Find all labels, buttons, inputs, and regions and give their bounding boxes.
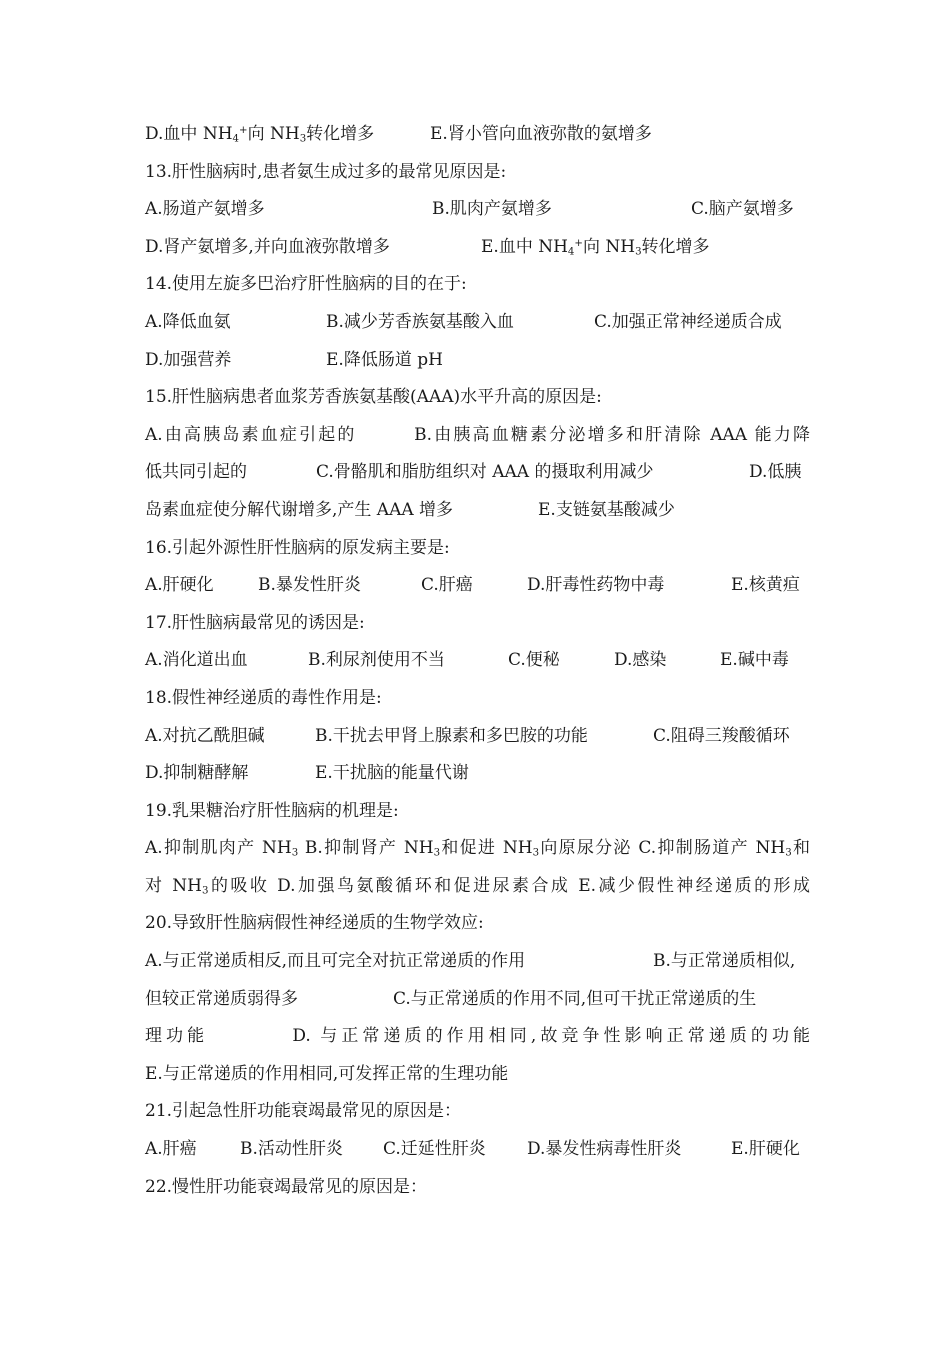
text-segment: 14.使用左旋多巴治疗肝性脑病的目的在于: bbox=[145, 274, 467, 295]
text-segment: A.降低血氨 bbox=[145, 311, 231, 332]
text-segment: B.减少芳香族氨基酸入血 bbox=[326, 311, 514, 332]
text-line bbox=[145, 680, 810, 718]
text-line bbox=[145, 981, 810, 1019]
text-segment: B.干扰去甲肾上腺素和多巴胺的功能 bbox=[315, 725, 588, 746]
text-line bbox=[145, 229, 810, 267]
text-line bbox=[145, 1169, 810, 1207]
text-segment: A.对抗乙酰胆碱 bbox=[145, 725, 265, 746]
text-line bbox=[145, 266, 810, 304]
text-segment: 对 $NH_3$的吸收 D.加强鸟氨酸循环和促进尿素合成 E.减少假性神经递质的形成 bbox=[145, 875, 810, 897]
text-segment: E.碱中毒 bbox=[720, 650, 789, 671]
text-segment: 13.肝性脑病时,患者氨生成过多的最常见原因是: bbox=[145, 161, 507, 182]
text-segment: C.阻碍三羧酸循环 bbox=[653, 725, 790, 746]
text-segment: D.血中 $NH_4^+$向 $NH_3$转化增多 bbox=[145, 124, 375, 145]
text-segment: E.血中 $NH_4^+$向 $NH_3$转化增多 bbox=[481, 236, 710, 258]
text-line bbox=[145, 1018, 810, 1056]
text-segment: E.肝硬化 bbox=[731, 1139, 800, 1160]
text-segment: 16.引起外源性肝性脑病的原发病主要是: bbox=[145, 537, 450, 558]
text-segment: D.肾产氨增多,并向血液弥散增多 bbox=[145, 236, 390, 257]
text-segment: D.肝毒性药物中毒 bbox=[527, 575, 665, 596]
text-segment: C.便秘 bbox=[508, 650, 560, 671]
text-segment: C.与正常递质的作用不同,但可干扰正常递质的生 bbox=[393, 988, 757, 1009]
text-segment: A.由高胰岛素血症引起的 B.由胰高血糖素分泌增多和肝清除 AAA 能力降 bbox=[145, 424, 810, 445]
text-segment: 21.引起急性肝功能衰竭最常见的原因是： bbox=[145, 1101, 462, 1122]
text-line bbox=[145, 642, 810, 680]
text-line bbox=[145, 116, 810, 154]
text-segment: A.与正常递质相反,而且可完全对抗正常递质的作用 bbox=[145, 951, 526, 972]
text-segment: B.暴发性肝炎 bbox=[258, 575, 361, 596]
text-line bbox=[145, 492, 810, 530]
text-line bbox=[145, 417, 810, 455]
text-line bbox=[145, 905, 810, 943]
text-line bbox=[145, 830, 810, 868]
text-segment: 22.慢性肝功能衰竭最常见的原因是： bbox=[145, 1176, 428, 1197]
text-line bbox=[145, 1056, 810, 1094]
text-line bbox=[145, 943, 810, 981]
text-segment: 17.肝性脑病最常见的诱因是: bbox=[145, 612, 365, 633]
text-segment: A.消化道出血 bbox=[145, 650, 248, 671]
text-line bbox=[145, 868, 810, 906]
text-segment: B.肌肉产氨增多 bbox=[432, 199, 552, 220]
text-segment: D.暴发性病毒性肝炎 bbox=[527, 1139, 682, 1160]
text-line bbox=[145, 793, 810, 831]
text-line bbox=[145, 530, 810, 568]
text-line bbox=[145, 379, 810, 417]
text-line bbox=[145, 191, 810, 229]
text-line bbox=[145, 342, 810, 380]
text-segment: 理功能 D. 与正常递质的作用相同,故竞争性影响正常递质的功能 bbox=[145, 1026, 810, 1047]
text-segment: E.降低肠道 pH bbox=[326, 349, 443, 370]
text-segment: D.抑制糖酵解 bbox=[145, 763, 249, 784]
text-segment: A.抑制肌肉产 $NH_3$ B.抑制肾产 $NH_3$和促进 $NH_3$向原尿分泌 C.抑制肠道产 $NH_3$和 bbox=[145, 838, 811, 859]
text-line bbox=[145, 1093, 810, 1131]
text-segment: 19.乳果糖治疗肝性脑病的机理是: bbox=[145, 800, 399, 821]
text-segment: E.干扰脑的能量代谢 bbox=[315, 763, 469, 784]
text-segment: C.肝癌 bbox=[421, 575, 473, 596]
text-segment: B.与正常递质相似, bbox=[653, 951, 796, 972]
text-segment: A.肝硬化 bbox=[145, 575, 214, 596]
text-segment: C.加强正常神经递质合成 bbox=[594, 311, 782, 332]
text-segment: 低共同引起的 bbox=[145, 462, 247, 483]
text-segment: 20.导致肝性脑病假性神经递质的生物学效应: bbox=[145, 913, 484, 934]
text-line bbox=[145, 605, 810, 643]
text-segment: 但较正常递质弱得多 bbox=[145, 988, 298, 1009]
text-line bbox=[145, 154, 810, 192]
text-line bbox=[145, 304, 810, 342]
text-segment: E.核黄疸 bbox=[731, 575, 800, 596]
text-segment: A.肠道产氨增多 bbox=[145, 199, 265, 220]
text-line bbox=[145, 755, 810, 793]
text-segment: D.感染 bbox=[614, 650, 667, 671]
text-segment: C.迁延性肝炎 bbox=[383, 1139, 486, 1160]
text-line bbox=[145, 718, 810, 756]
text-segment: 18.假性神经递质的毒性作用是: bbox=[145, 687, 382, 708]
text-line bbox=[145, 1131, 810, 1169]
text-segment: B.利尿剂使用不当 bbox=[308, 650, 445, 671]
question-text-body bbox=[145, 116, 810, 1206]
text-line bbox=[145, 567, 810, 605]
text-segment: D.加强营养 bbox=[145, 349, 232, 370]
text-segment: E.支链氨基酸减少 bbox=[538, 499, 675, 520]
text-segment: C.骨骼肌和脂肪组织对 AAA 的摄取利用减少 bbox=[316, 462, 654, 483]
text-line bbox=[145, 454, 810, 492]
text-segment: E.肾小管向血液弥散的氨增多 bbox=[430, 124, 652, 144]
text-segment: C.脑产氨增多 bbox=[691, 199, 794, 220]
text-segment: E.与正常递质的作用相同,可发挥正常的生理功能 bbox=[145, 1063, 509, 1084]
text-segment: B.活动性肝炎 bbox=[240, 1139, 343, 1160]
text-segment: D.低胰 bbox=[749, 462, 802, 483]
text-segment: A.肝癌 bbox=[145, 1139, 197, 1160]
text-segment: 岛素血症使分解代谢增多,产生 AAA 增多 bbox=[145, 499, 454, 520]
text-segment: 15.肝性脑病患者血浆芳香族氨基酸(AAA)水平升高的原因是: bbox=[145, 387, 602, 408]
